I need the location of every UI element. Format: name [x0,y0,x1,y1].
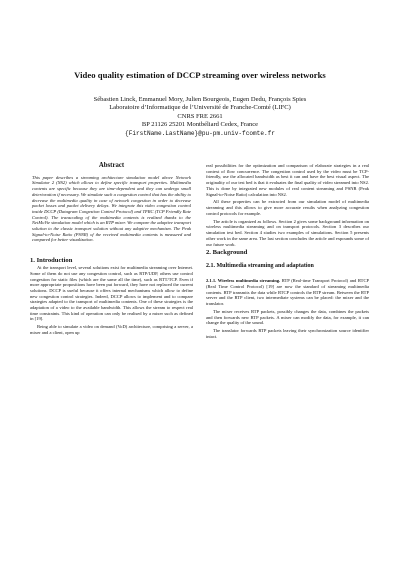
abstract-heading: Abstract [98,162,125,169]
intro-paragraph-3: All these properties can be extracted from our simulation model of multimedia streaming and this allows to give more accurate results when analyzing congestion control protocols for example. [206,199,369,216]
affiliation-address: BP 21126 25201 Montbéliard Cedex, France [141,121,259,129]
abstract-text: This paper describes a streaming architecture simulation model above Network Simulator 2 (NS2) which allows to define specific transport properties. Multimedia contents are specific because they are time-dependent and they can undergo small deterioration if necessary. We simulate such a congestion control that has the ability to decrease the multimedia quality in case of network congestion in order to decrease packet losses and packet delivery delays. We integrate this video congestion control inside DCCP (Datagram Congestion Control Protocol) and TFRC (TCP Friendly Rate Control). The transcoding of the multimedia contents is realized thanks to the NetMoVie simulation model which is an RTP mixer. We compare the adaptive transport solution to the classic transport solution without any adaptive mechanism. The Peak Signal-to-Noise Ratio (PSNR) of the received multimedia contents is measured and compared for better visualization. [32,174,191,243]
author-email: {FirstName.LastName}@pu-pm.univ-fcomte.fr [125,129,275,137]
author-names: Sébastien Linck, Emmanuel Mory, Julien Bourgeois, Eugen Dedu, François Spies [93,96,307,103]
subsection-heading: 2.1. Multimedia streaming and adaptation [206,263,314,270]
affiliation-cnrs: CNRS FRE 2661 [177,112,223,120]
paper-title: Video quality estimation of DCCP streaming over wireless networks [74,70,326,80]
affiliation-lab: Laboratoire d’Informatique de l’Université de Franche-Comté (LIFC) [109,104,291,112]
introduction-heading: 1. Introduction [30,257,73,265]
author-block [30,96,370,138]
right-column [206,163,369,342]
wireless-paragraph [206,278,369,307]
intro-paragraph-2: Being able to simulate a video on demand (VoD) architecture, comprising a server, a mixer and a client, open up [30,324,193,336]
left-column [30,163,193,338]
subsection-2-1 [206,264,369,270]
subsubsection-heading: 2.1.1. Wireless multimedia streaming. [206,278,281,284]
intro-paragraph-1: At the transport level, several solutions exist for multimedia streaming over Internet. Some of them do not use any congestion control, such as RTP/UDP, others use control congestion for static files (which are the same all the time), such as RTT/TCP. Even if more appropriate propositions have been put forward, they have not replaced the current solutions. DCCP is useful because it offers internal mechanisms which allow to define new congestion control strategies. Indeed, DCCP allows to implement and to compare strategies adapted to the transport of multimedia contents. One of these strategies is the adaptation of a video to the available bandwidth. This allows the stream to respect real time constraints. This kind of operation can only be realised by a mixer such as defined in [19]. [30,265,193,322]
background-heading: 2. Background [206,249,248,257]
intro-paragraph-4: The article is organized as follows. Section 2 gives some background information on wireless multimedia streaming and on transport protocols. Section 3 describes our simulation test bed. Section 4 studies two examples of simulations. Section 5 presents other work in the same area. The last section concludes the article and expounds some of our future work. [206,218,369,247]
intro-continued-paragraph: real possibilities for the optimization and comparison of elaborate strategies in a real context of flow concurrence. The congestion control used by the video must be TCP-friendly, use the allocated bandwidth as best it can and have the best visual aspect. The originality of our test bed is that it evaluates the final quality of video streamed into NS2. This is done by integrated new modules of real content streaming and PSNR (Peak Signal-to-Noise Ratio) calculation into NS2. [206,163,369,197]
translator-paragraph: The translator forwards RTP packets leaving their synchronization source identifier intact. [206,328,369,339]
wireless-paragraph-text: RTP (Real-time Transport Protocol) and RTCP (Real Time Control Protocol) [19] are now the standard of streaming multimedia contents. RTP transmits the data while RTCP controls the RTP stream. Between the RTP server and the RTP client, two intermediate systems can be placed: the mixer and the translator. [206,278,370,306]
mixer-paragraph: The mixer receives RTP packets, possibly changes the data, combines the packets and then forwards new RTP packets. A mixer can modify the data, for example, it can change the quality of the sound. [206,308,369,326]
